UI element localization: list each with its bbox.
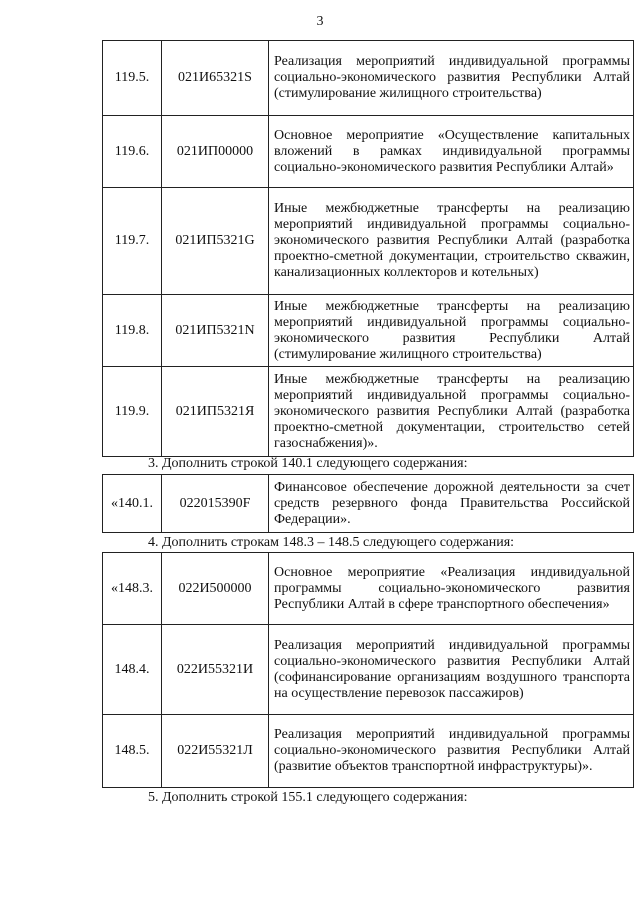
row-code: 021ИП5321G xyxy=(162,188,269,295)
row-number: 119.6. xyxy=(103,116,162,188)
row-code: 021И65321S xyxy=(162,41,269,116)
row-description: Иные межбюджетные трансферты на реализацию мероприятий индивидуальной программы социально-экономического развития Республики Алтай (стимулирование жилищного строительства) xyxy=(269,295,634,367)
table-row-140 xyxy=(102,474,634,533)
row-number: 119.7. xyxy=(103,188,162,295)
table-row xyxy=(103,715,634,788)
row-number: 119.9. xyxy=(103,367,162,457)
row-description: Финансовое обеспечение дорожной деятельности за счет средств резервного фонда Правительства Российской Федерации». xyxy=(269,475,634,533)
table-row xyxy=(103,367,634,457)
row-number: «148.3. xyxy=(103,553,162,625)
row-code: 021ИП5321N xyxy=(162,295,269,367)
table-row xyxy=(103,188,634,295)
row-code: 022И55321Л xyxy=(162,715,269,788)
row-description: Реализация мероприятий индивидуальной программы социально-экономического развития Республики Алтай (стимулирование жилищного строительства) xyxy=(269,41,634,116)
row-number: 119.5. xyxy=(103,41,162,116)
table-row xyxy=(103,116,634,188)
table-row xyxy=(103,295,634,367)
row-description: Иные межбюджетные трансферты на реализацию мероприятий индивидуальной программы социально-экономического развития Республики Алтай (разработка проектно-сметной документации, строительство скважин, канализационных коллекторов и котельных) xyxy=(269,188,634,295)
row-code: 021ИП5321Я xyxy=(162,367,269,457)
row-number: 148.5. xyxy=(103,715,162,788)
table-rows-119 xyxy=(102,40,634,457)
row-description: Реализация мероприятий индивидуальной программы социально-экономического развития Республики Алтай (софинансирование организациям воздушного транспорта на осуществление перевозок пассажиров) xyxy=(269,625,634,715)
paragraph-4: 4. Дополнить строкам 148.3 – 148.5 следующего содержания: xyxy=(148,535,515,550)
row-code: 022И55321И xyxy=(162,625,269,715)
row-description: Основное мероприятие «Осуществление капитальных вложений в рамках индивидуальной программы социально-экономического развития Республики Алтай» xyxy=(269,116,634,188)
row-number: 119.8. xyxy=(103,295,162,367)
row-description: Основное мероприятие «Реализация индивидуальной программы социально-экономического развития Республики Алтай в сфере транспортного обеспечения» xyxy=(269,553,634,625)
row-code: 022И500000 xyxy=(162,553,269,625)
row-description: Реализация мероприятий индивидуальной программы социально-экономического развития Республики Алтай (развитие объектов транспортной инфраструктуры)». xyxy=(269,715,634,788)
row-description: Иные межбюджетные трансферты на реализацию мероприятий индивидуальной программы социально-экономического развития Республики Алтай (разработка проектно-сметной документации, строительство сетей газоснабжения)». xyxy=(269,367,634,457)
paragraph-5: 5. Дополнить строкой 155.1 следующего содержания: xyxy=(148,790,468,805)
row-code: 021ИП00000 xyxy=(162,116,269,188)
table-row xyxy=(103,41,634,116)
page-number: 3 xyxy=(316,14,324,29)
table-row xyxy=(103,475,634,533)
table-row xyxy=(103,553,634,625)
row-code: 022015390F xyxy=(162,475,269,533)
paragraph-3: 3. Дополнить строкой 140.1 следующего содержания: xyxy=(148,456,468,471)
table-row xyxy=(103,625,634,715)
row-number: «140.1. xyxy=(103,475,162,533)
table-rows-148 xyxy=(102,552,634,788)
row-number: 148.4. xyxy=(103,625,162,715)
